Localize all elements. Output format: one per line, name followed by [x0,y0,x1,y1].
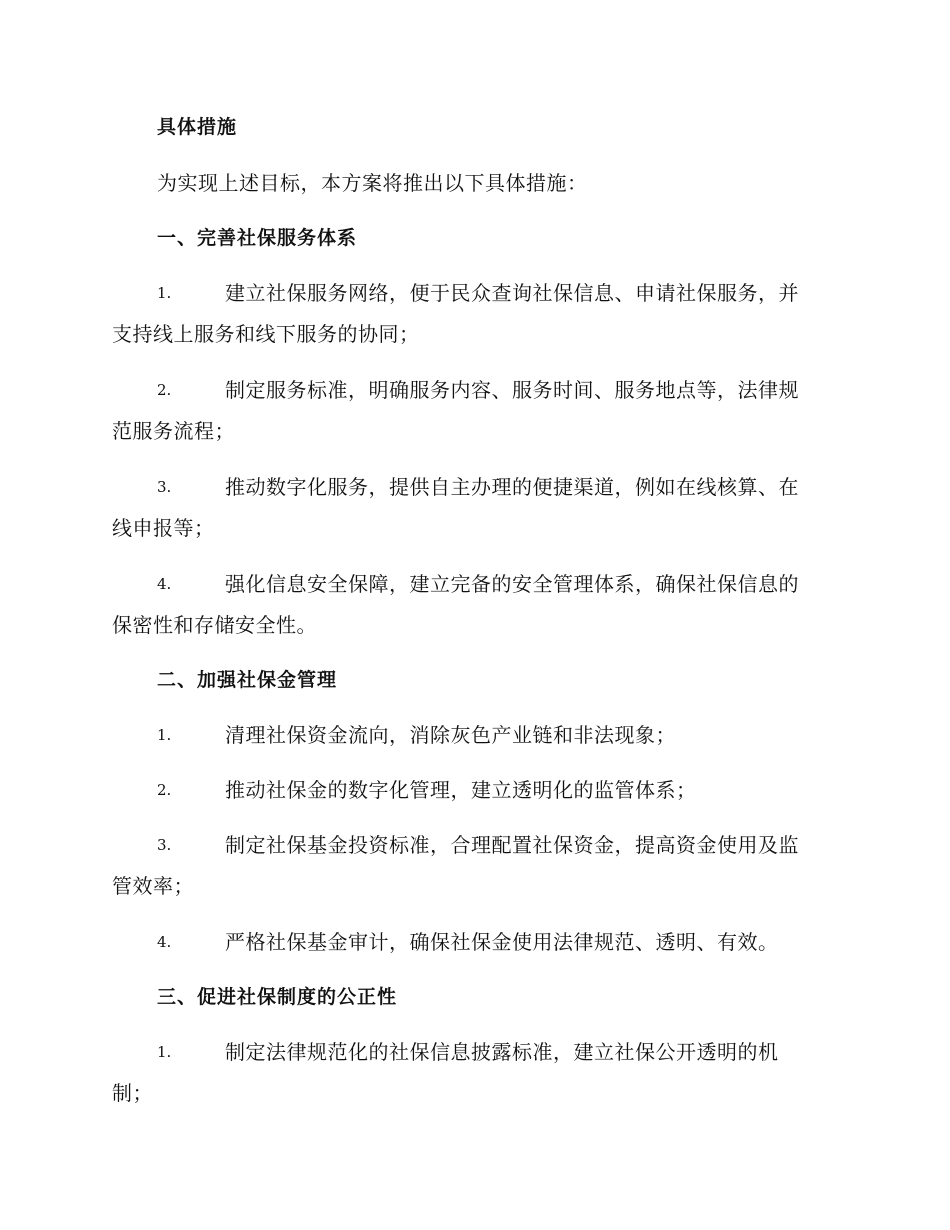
list-number: 1. [157,1043,172,1061]
list-item-continuation: 管效率； [112,874,194,898]
list-item-text: 制定社保基金投资标准，合理配置社保资金，提高资金使用及监 [225,833,799,857]
list-number: 3. [157,478,172,496]
list-item-continuation: 线申报等； [112,516,215,540]
list-item-text: 制定法律规范化的社保信息披露标准，建立社保公开透明的机 [225,1040,779,1064]
list-number: 4. [157,575,172,593]
list-number: 3. [157,836,172,854]
list-number: 2. [157,781,172,799]
section-heading-3: 三、促进社保制度的公正性 [157,986,398,1008]
list-number: 1. [157,726,172,744]
list-item-continuation: 支持线上服务和线下服务的协同； [112,322,420,346]
section-heading-2: 二、加强社保金管理 [157,669,338,691]
list-item-continuation: 保密性和存储安全性。 [112,613,317,637]
list-number: 2. [157,381,172,399]
list-item-text: 强化信息安全保障，建立完备的安全管理体系，确保社保信息的 [225,572,799,596]
list-item-text: 建立社保服务网络，便于民众查询社保信息、申请社保服务，并 [225,281,799,305]
list-item-continuation: 制； [112,1081,153,1105]
list-number: 4. [157,933,172,951]
section-heading-1: 一、完善社保服务体系 [157,227,358,249]
list-item-continuation: 范服务流程； [112,419,235,443]
document-title: 具体措施 [157,116,238,138]
list-item-text: 严格社保基金审计，确保社保金使用法律规范、透明、有效。 [225,930,779,954]
list-item-text: 推动社保金的数字化管理，建立透明化的监管体系； [225,778,697,802]
list-item-text: 清理社保资金流向，消除灰色产业链和非法现象； [225,723,676,747]
intro-paragraph: 为实现上述目标，本方案将推出以下具体措施： [157,171,588,195]
list-number: 1. [157,284,172,302]
list-item-text: 推动数字化服务，提供自主办理的便捷渠道，例如在线核算、在 [225,475,799,499]
list-item-text: 制定服务标准，明确服务内容、服务时间、服务地点等，法律规 [225,378,799,402]
